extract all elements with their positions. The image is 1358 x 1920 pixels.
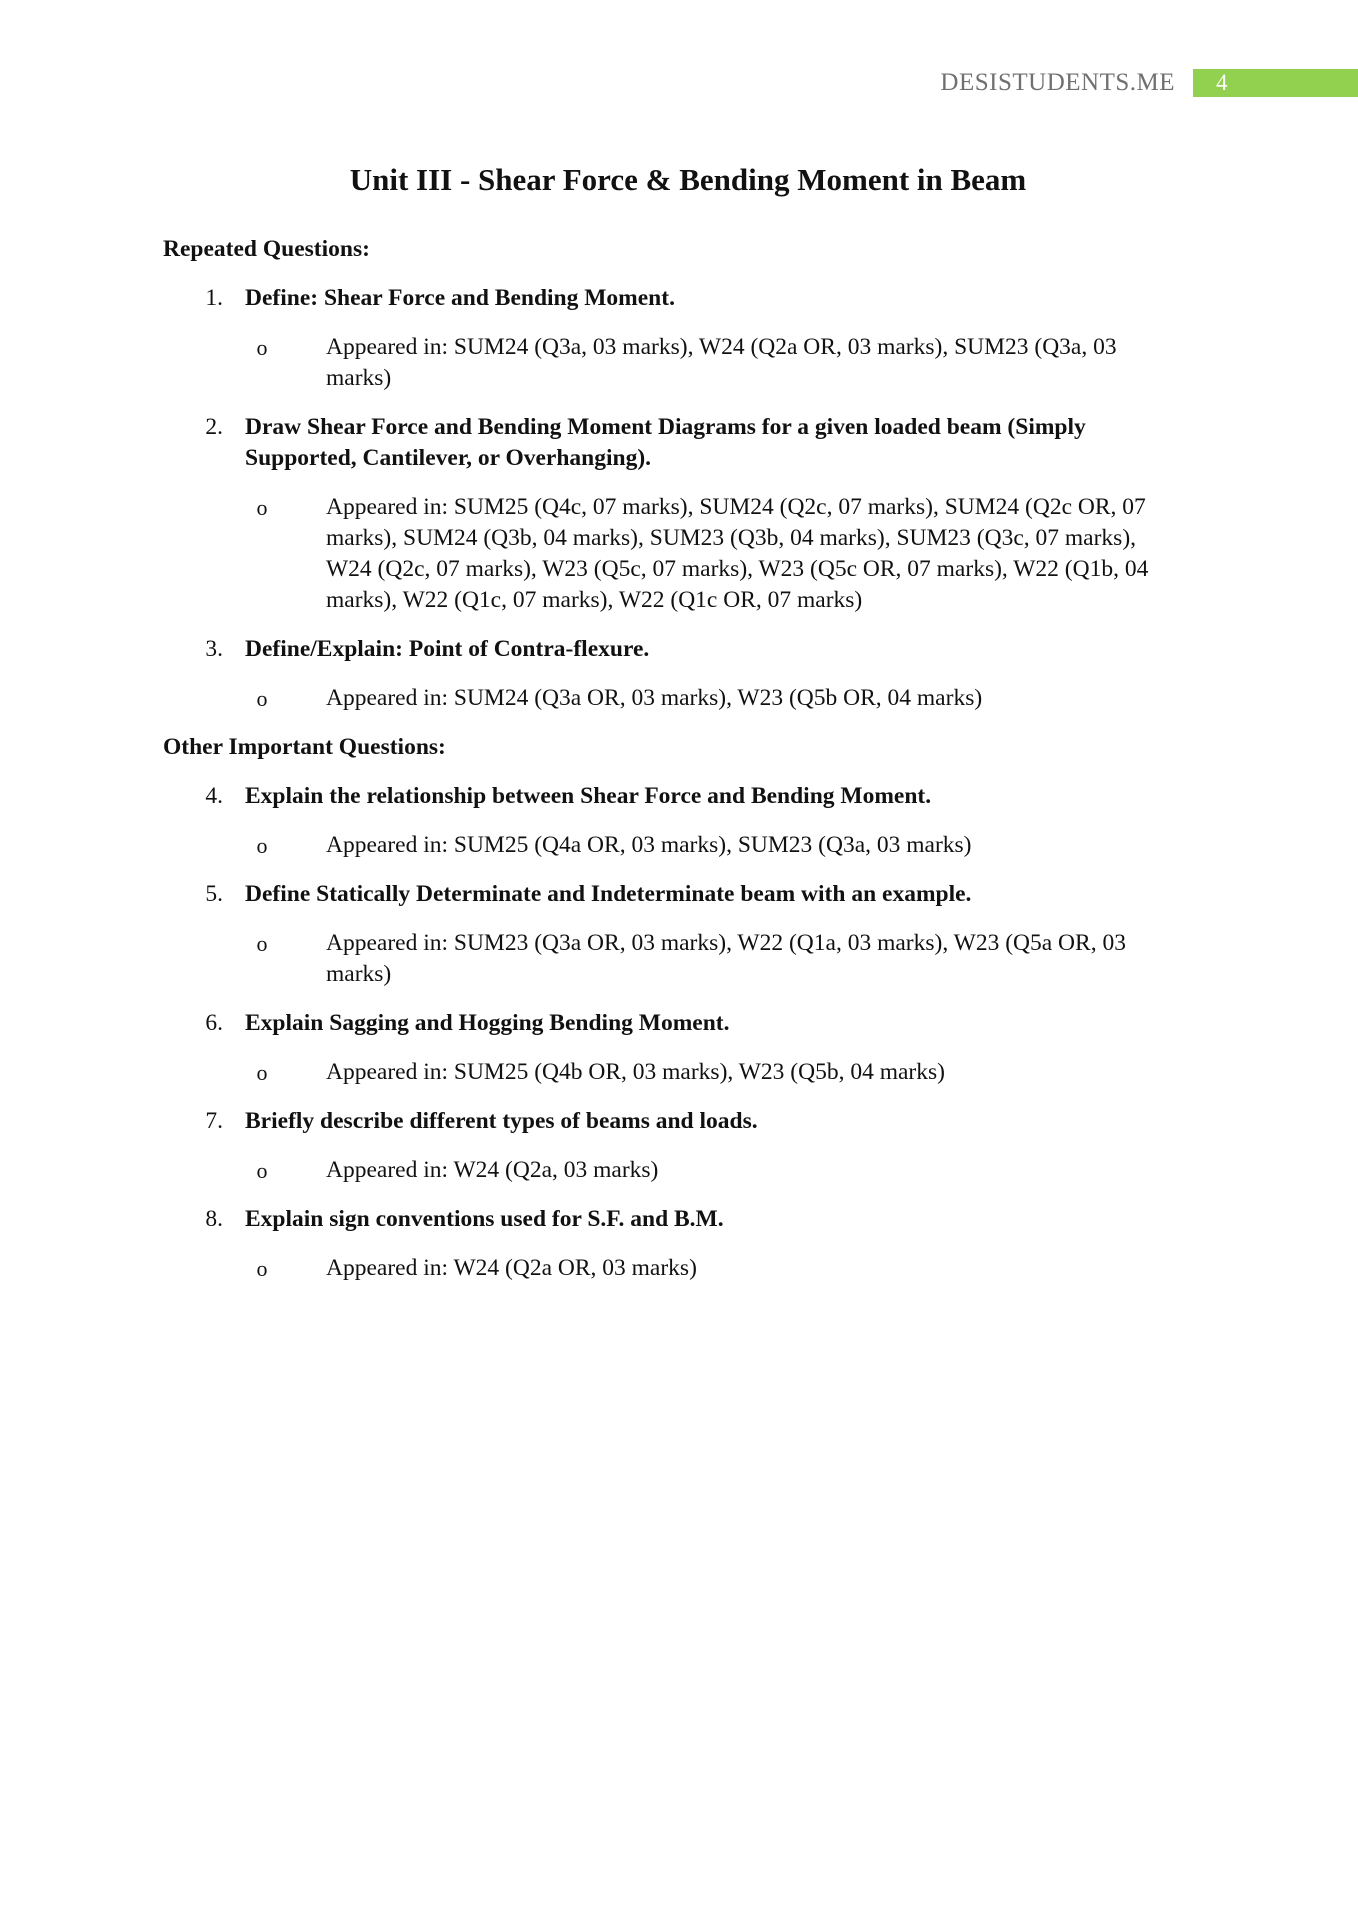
question-number: 5. [205, 881, 223, 907]
appeared-in-text: Appeared in: W24 (Q2a, 03 marks) [326, 1157, 659, 1183]
question-number: 6. [205, 1010, 223, 1036]
page-number: 4 [1193, 69, 1358, 97]
question-text: Define: Shear Force and Bending Moment. [245, 285, 675, 311]
section-heading-repeated: Repeated Questions: [163, 236, 370, 262]
site-name: DESISTUDENTS.ME [940, 69, 1175, 96]
appeared-in-text: Appeared in: W24 (Q2a OR, 03 marks) [326, 1255, 697, 1281]
question-item [163, 283, 1203, 314]
question-item [163, 1008, 1203, 1039]
appeared-in-item [163, 1057, 1203, 1088]
bullet-icon: o [256, 833, 268, 858]
question-number: 2. [205, 414, 223, 440]
question-item [163, 1106, 1203, 1137]
bullet-icon: o [256, 1256, 268, 1281]
appeared-in-item [163, 1155, 1203, 1186]
question-item [163, 412, 1203, 474]
appeared-in-text: Appeared in: SUM25 (Q4c, 07 marks), SUM24 (Q2c, 07 marks), SUM24 (Q2c OR, 07 marks), SUM24 (Q3b, 04 marks), SUM23 (Q3b, 04 marks), SUM23 (Q3c, 07 marks), W24 (Q2c, 07 marks), W23 (Q5c, 07 marks), W23 (Q5c OR, 07 marks), W22 (Q1b, 04 marks), W22 (Q1c, 07 marks), W22 (Q1c OR, 07 marks) [326, 494, 1149, 613]
question-text: Briefly describe different types of beams and loads. [245, 1108, 758, 1134]
appeared-in-item [163, 928, 1203, 990]
appeared-in-item [163, 1253, 1203, 1284]
appeared-in-text: Appeared in: SUM25 (Q4b OR, 03 marks), W23 (Q5b, 04 marks) [326, 1059, 945, 1085]
question-text: Define/Explain: Point of Contra-flexure. [245, 636, 650, 662]
question-number: 8. [205, 1206, 223, 1232]
question-item [163, 781, 1203, 812]
question-item [163, 1204, 1203, 1235]
question-number: 4. [205, 783, 223, 809]
question-number: 3. [205, 636, 223, 662]
page-header [940, 68, 1358, 98]
question-text: Draw Shear Force and Bending Moment Diagrams for a given loaded beam (Simply Supported, Cantilever, or Overhanging). [245, 414, 1086, 471]
question-text: Explain sign conventions used for S.F. and B.M. [245, 1206, 724, 1232]
question-item [163, 634, 1203, 665]
bullet-icon: o [256, 495, 268, 520]
appeared-in-item [163, 332, 1203, 394]
bullet-icon: o [256, 686, 268, 711]
appeared-in-text: Appeared in: SUM24 (Q3a OR, 03 marks), W23 (Q5b OR, 04 marks) [326, 685, 983, 711]
document-title: Unit III - Shear Force & Bending Moment in Beam [349, 162, 1027, 197]
appeared-in-item [163, 830, 1203, 861]
bullet-icon: o [256, 931, 268, 956]
question-item [163, 879, 1203, 910]
question-number: 1. [205, 285, 223, 311]
appeared-in-text: Appeared in: SUM25 (Q4a OR, 03 marks), SUM23 (Q3a, 03 marks) [326, 832, 972, 858]
appeared-in-text: Appeared in: SUM23 (Q3a OR, 03 marks), W22 (Q1a, 03 marks), W23 (Q5a OR, 03 marks) [326, 930, 1126, 987]
appeared-in-item [163, 683, 1203, 714]
bullet-icon: o [256, 335, 268, 360]
question-text: Explain Sagging and Hogging Bending Moment. [245, 1010, 730, 1036]
bullet-icon: o [256, 1158, 268, 1183]
appeared-in-item [163, 492, 1203, 616]
document-body [163, 234, 1203, 1302]
appeared-in-text: Appeared in: SUM24 (Q3a, 03 marks), W24 (Q2a OR, 03 marks), SUM23 (Q3a, 03 marks) [326, 334, 1117, 391]
question-text: Explain the relationship between Shear Force and Bending Moment. [245, 783, 932, 809]
question-number: 7. [205, 1108, 223, 1134]
bullet-icon: o [256, 1060, 268, 1085]
section-heading-other: Other Important Questions: [163, 734, 446, 760]
question-text: Define Statically Determinate and Indeterminate beam with an example. [245, 881, 972, 907]
